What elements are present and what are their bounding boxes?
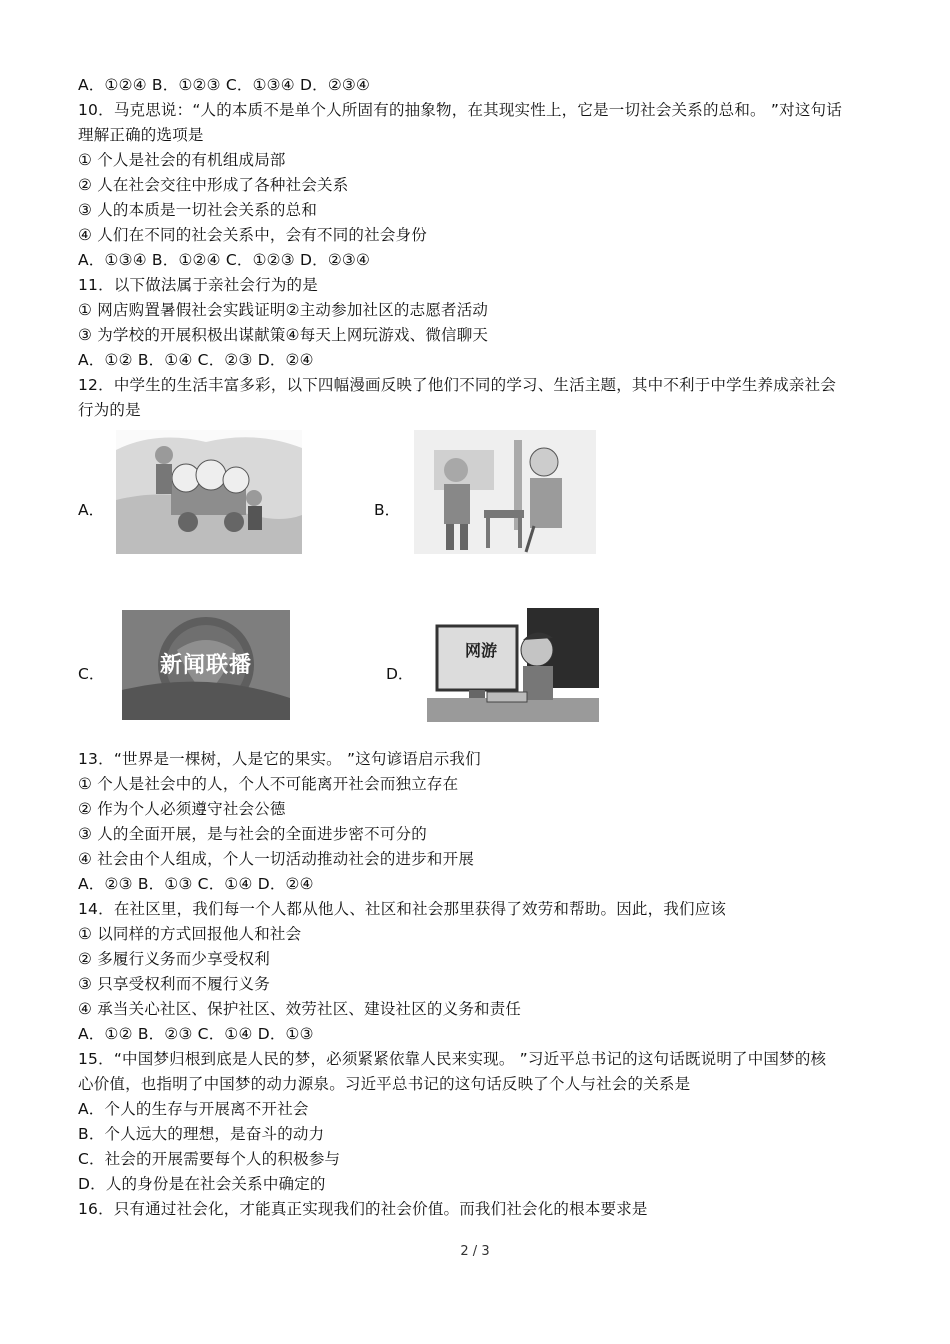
q10-stem: 10．马克思说：“人的本质不是单个人所固有的抽象物，在其现实性上，它是一切社会关系的总和。 ”对这句话: [78, 101, 842, 119]
q11-stem: 11．以下做法属于亲社会行为的是: [78, 276, 318, 294]
q10-item-3: ③ 人的本质是一切社会关系的总和: [78, 201, 318, 219]
q12-option-a-label: A．: [78, 501, 105, 519]
q10-answer-options: A．①③④ B．①②④ C．①②③ D．②③④: [78, 251, 371, 269]
q15-option-b: B．个人远大的理想，是奋斗的动力: [78, 1125, 325, 1143]
cartoon-offering-seat-image: [414, 430, 596, 554]
page-number: 2 / 3: [460, 1244, 490, 1259]
q14-answer-options: A．①② B．②③ C．①④ D．①③: [78, 1025, 314, 1043]
q11-answer-options: A．①② B．①④ C．②③ D．②④: [78, 351, 314, 369]
q12-option-b-label: B．: [374, 501, 401, 519]
q14-item-1: ① 以同样的方式回报他人和社会: [78, 925, 302, 943]
q15-option-a: A．个人的生存与开展离不开社会: [78, 1100, 309, 1118]
q12-stem-cont: 行为的是: [78, 401, 141, 419]
q11-item-1-2: ① 网店购置暑假社会实践证明②主动参加社区的志愿者活动: [78, 301, 489, 319]
q15-stem-cont: 心价值，也指明了中国梦的动力源泉。习近平总书记的这句话反映了个人与社会的关系是: [78, 1075, 691, 1093]
q15-option-c: C．社会的开展需要每个人的积极参与: [78, 1150, 341, 1168]
q12-stem: 12．中学生的生活丰富多彩，以下四幅漫画反映了他们不同的学习、生活主题，其中不利于中学生养成亲社会: [78, 376, 837, 394]
cartoon-helping-cart-image: [116, 430, 302, 554]
q13-item-1: ① 个人是社会中的人，个人不可能离开社会而独立存在: [78, 775, 459, 793]
news-title-text: 新闻联播: [159, 653, 252, 678]
news-broadcast-image: [122, 610, 290, 720]
q13-answer-options: A．②③ B．①③ C．①④ D．②④: [78, 875, 314, 893]
q10-item-1: ① 个人是社会的有机组成局部: [78, 151, 286, 169]
q13-item-3: ③ 人的全面开展，是与社会的全面进步密不可分的: [78, 825, 427, 843]
q9-answer-options: A．①②④ B．①②③ C．①③④ D．②③④: [78, 76, 371, 94]
q10-item-4: ④ 人们在不同的社会关系中，会有不同的社会身份: [78, 226, 427, 244]
q14-stem: 14．在社区里，我们每一个人都从他人、社区和社会那里获得了效劳和帮助。因此，我们应该: [78, 900, 727, 918]
q13-stem: 13．“世界是一棵树，人是它的果实。 ”这句谚语启示我们: [78, 750, 481, 768]
q14-item-4: ④ 承当关心社区、保护社区、效劳社区、建设社区的义务和责任: [78, 1000, 522, 1018]
q14-item-2: ② 多履行义务而少享受权利: [78, 950, 270, 968]
q12-option-d-label: D．: [386, 665, 414, 683]
q10-item-2: ② 人在社会交往中形成了各种社会关系: [78, 176, 349, 194]
game-sign-text: 网游: [465, 641, 498, 660]
q10-stem-cont: 理解正确的选项是: [78, 126, 204, 144]
q15-option-d: D．人的身份是在社会关系中确定的: [78, 1175, 326, 1193]
q15-stem: 15．“中国梦归根到底是人民的梦，必须紧紧依靠人民来实现。 ”习近平总书记的这句话既说明了中国梦的核: [78, 1050, 827, 1068]
q13-item-4: ④ 社会由个人组成，个人一切活动推动社会的进步和开展: [78, 850, 475, 868]
q16-stem: 16．只有通过社会化，才能真正实现我们的社会价值。而我们社会化的根本要求是: [78, 1200, 648, 1218]
q13-item-2: ② 作为个人必须遵守社会公德: [78, 800, 286, 818]
q14-item-3: ③ 只享受权利而不履行义务: [78, 975, 270, 993]
q12-option-c-label: C．: [78, 665, 105, 683]
q11-item-3-4: ③ 为学校的开展积极出谋献策④每天上网玩游戏、微信聊天: [78, 326, 489, 344]
cartoon-online-gaming-image: [427, 608, 599, 722]
